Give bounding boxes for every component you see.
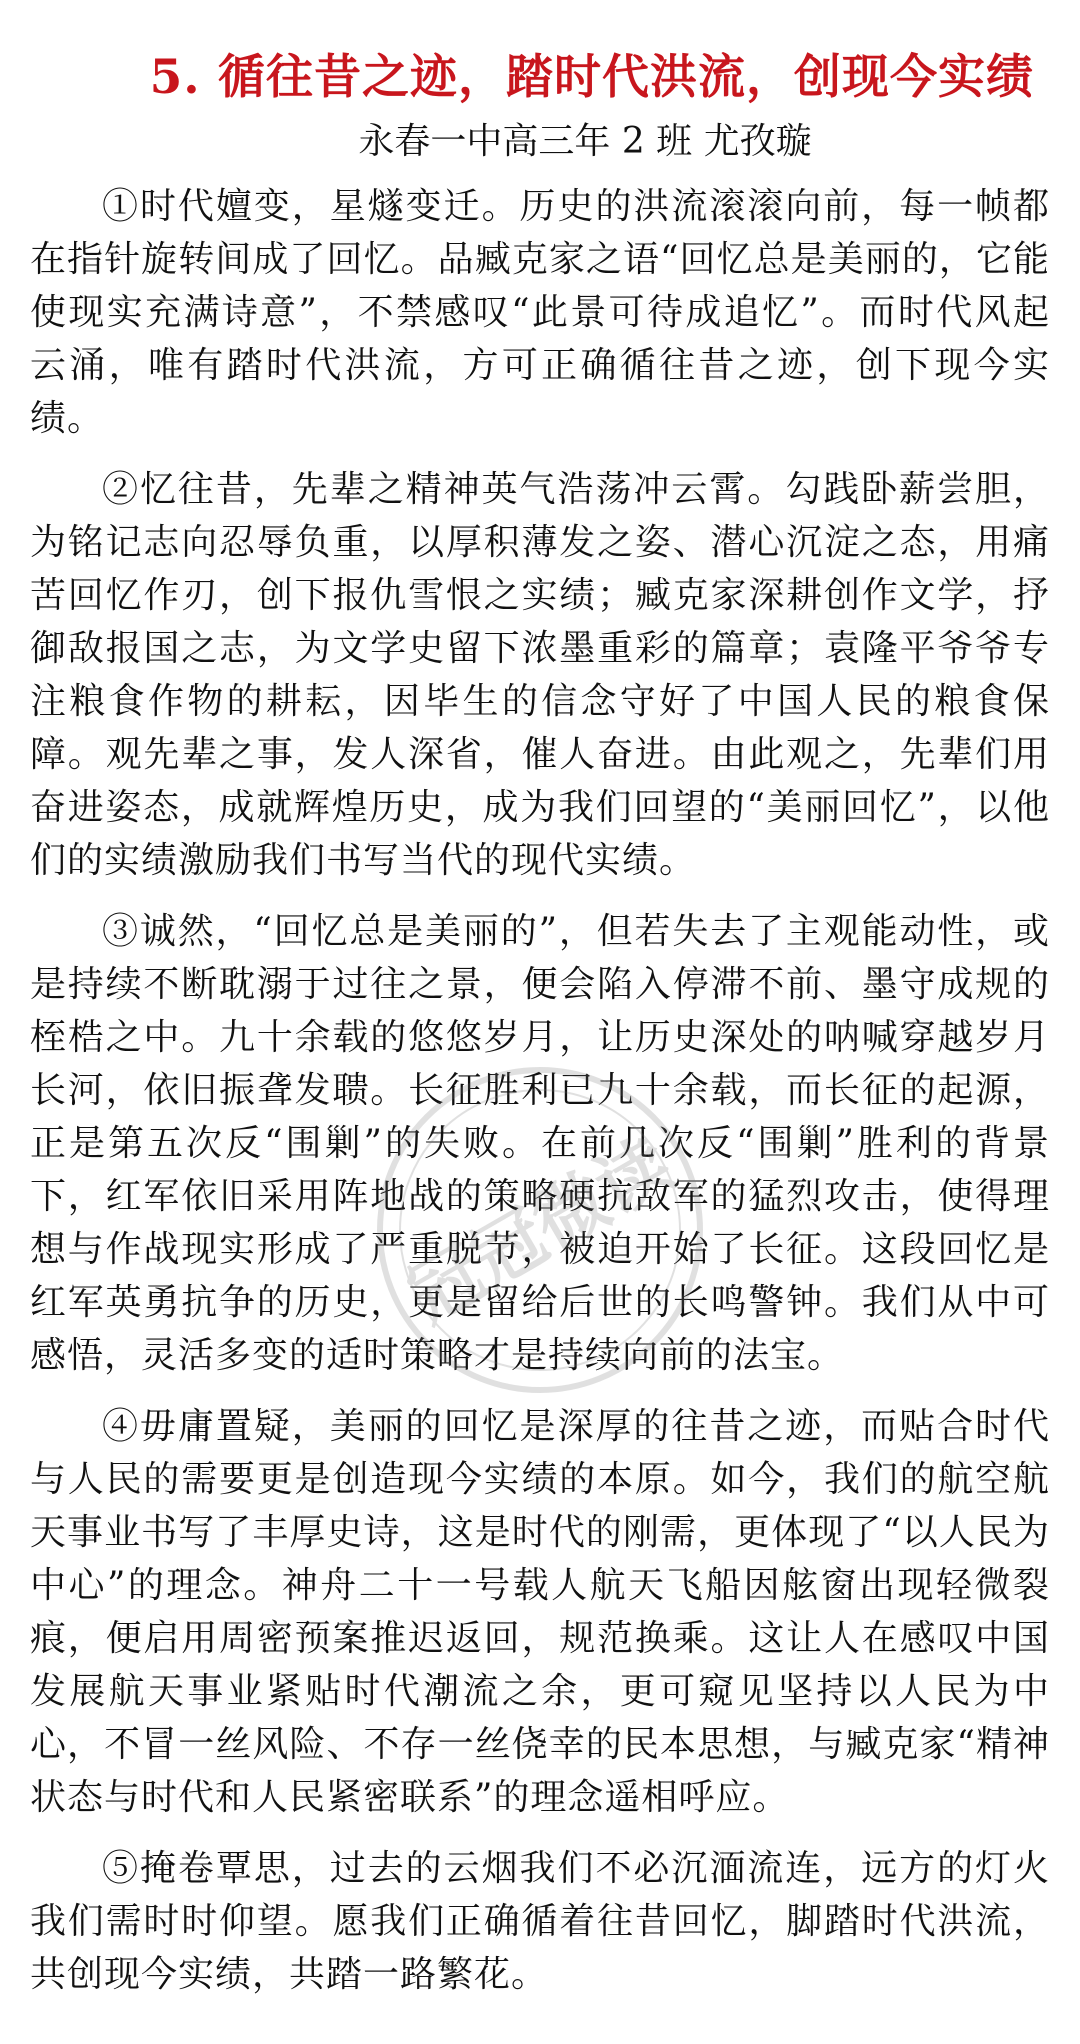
paragraph-5: ⑤掩卷覃思，过去的云烟我们不必沉湎流连，远方的灯火我们需时时仰望。愿我们正确循着往昔回忆，脚踏时代洪流，共创现今实绩，共踏一路繁花。: [30, 1848, 1050, 1995]
essay-title: 5. 循往昔之迹，踏时代洪流，创现今实绩: [149, 50, 1034, 105]
paragraph-4: ④毋庸置疑，美丽的回忆是深厚的往昔之迹，而贴合时代与人民的需要更是创造现今实绩的本原。如今，我们的航空航天事业书写了丰厚史诗，这是时代的刚需，更体现了“以人民为中心”的理念。神舟二十一号载人航天飞船因舷窗出现轻微裂痕，便启用周密预案推迟返回，规范换乘。这让人在感叹中国发展航天事业紧贴时代潮流之余，更可窥见坚持以人民为中心，不冒一丝风险、不存一丝侥幸的民本思想，与臧克家“精神状态与时代和人民紧密联系”的理念遥相呼应。: [30, 1406, 1050, 1818]
watermark-text: 冠冠微读: [394, 1121, 686, 1339]
paragraph-2: ②忆往昔，先辈之精神英气浩荡冲云霄。勾践卧薪尝胆，为铭记志向忍辱负重，以厚积薄发之姿、潜心沉淀之态，用痛苦回忆作刃，创下报仇雪恨之实绩；臧克家深耕创作文学，抒御敌报国之志，为文学史留下浓墨重彩的篇章；袁隆平爷爷专注粮食作物的耕耘，因毕生的信念守好了中国人民的粮食保障。观先辈之事，发人深省，催人奋进。由此观之，先辈们用奋进姿态，成就辉煌历史，成为我们回望的“美丽回忆”，以他们的实绩激励我们书写当代的现代实绩。: [30, 469, 1050, 881]
essay-body: [30, 180, 1050, 2019]
author-line: 永春一中高三年 2 班 尤孜璇: [358, 121, 812, 162]
document-page: [30, 0, 1050, 2044]
paragraph-3: ③诚然，“回忆总是美丽的”，但若失去了主观能动性，或是持续不断耽溺于过往之景，便会陷入停滞不前、墨守成规的桎梏之中。九十余载的悠悠岁月，让历史深处的呐喊穿越岁月长河，依旧振聋发聩。长征胜利已九十余载，而长征的起源，正是第五次反“围剿”的失败。在前几次反“围剿”胜利的背景下，红军依旧采用阵地战的策略硬抗敌军的猛烈攻击，使得理想与作战现实形成了严重脱节，被迫开始了长征。这段回忆是红军英勇抗争的历史，更是留给后世的长鸣警钟。我们从中可感悟，灵活多变的适时策略才是持续向前的法宝。: [30, 911, 1050, 1376]
paragraph-1: ①时代嬗变，星燧变迁。历史的洪流滚滚向前，每一帧都在指针旋转间成了回忆。品臧克家之语“回忆总是美丽的，它能使现实充满诗意”，不禁感叹“此景可待成追忆”。而时代风起云涌，唯有踏时代洪流，方可正确循往昔之迹，创下现今实绩。: [30, 186, 1050, 439]
